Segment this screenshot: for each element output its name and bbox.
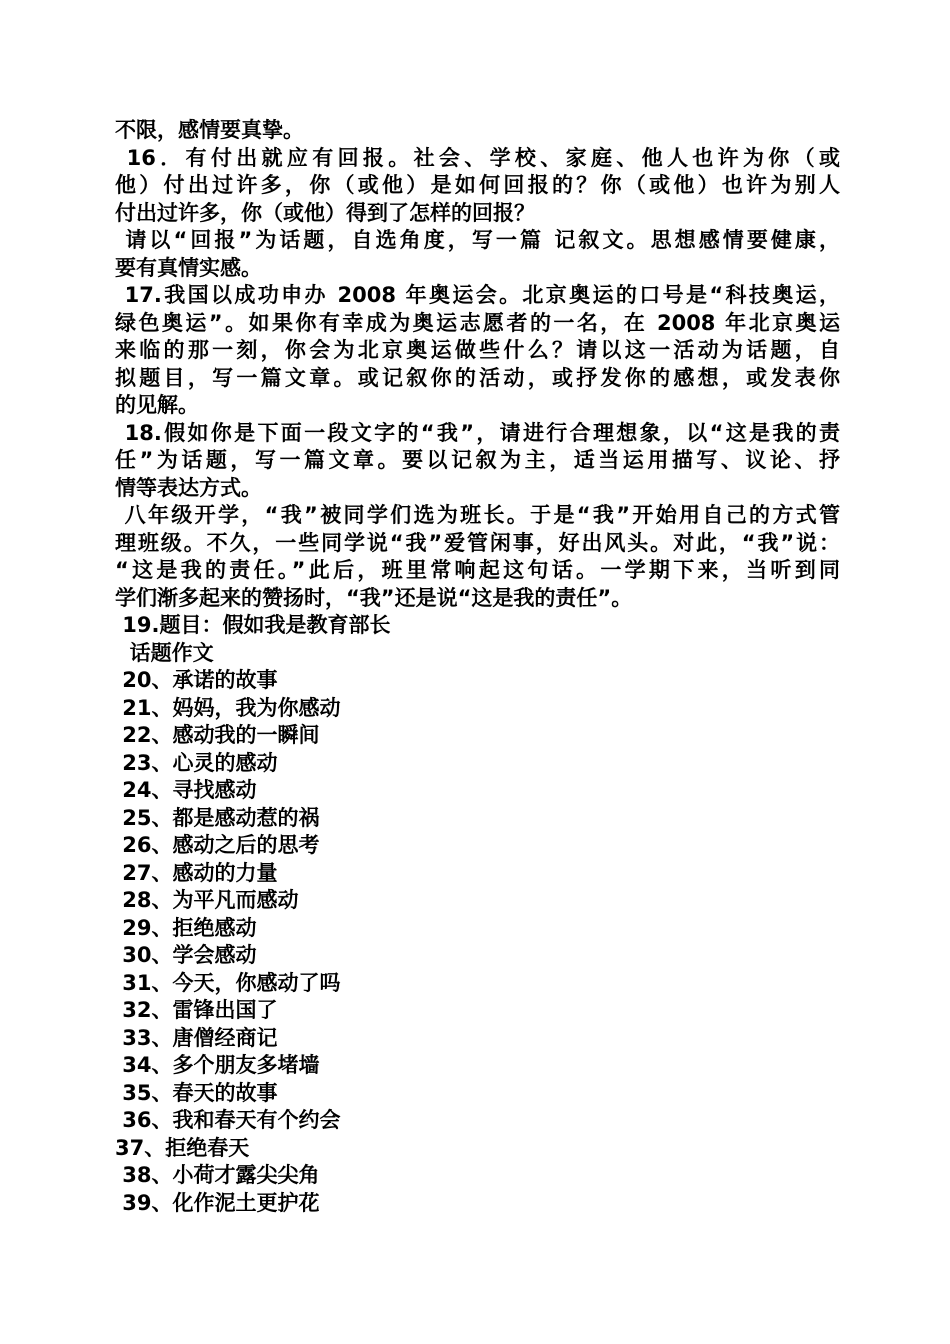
text-line: 绿色奥运”。如果你有幸成为奥运志愿者的一名，在 2008 年北京奥运 xyxy=(115,310,840,335)
text-line: 拟题目，写一篇文章。或记叙你的活动，或抒发你的感想，或发表你 xyxy=(115,365,840,390)
text-line: 16．有付出就应有回报。社会、学校、家庭、他人也许为你（或 xyxy=(115,145,840,170)
text-line: 请以“回报”为话题，自选角度，写一篇 记叙文。思想感情要健康， xyxy=(115,228,840,252)
list-item: 36、我和春天有个约会 xyxy=(115,1108,341,1132)
topic-list xyxy=(115,667,840,1217)
text-line: 17.我国以成功申办 2008 年奥运会。北京奥运的口号是“科技奥运， xyxy=(115,283,840,307)
list-item: 20、承诺的故事 xyxy=(115,668,278,692)
text-line: 理班级。不久，一些同学说“我”爱管闲事，好出风头。对此，“我”说： xyxy=(115,530,840,555)
text-line: 付出过许多，你（或他）得到了怎样的回报？ xyxy=(115,200,535,225)
text-line: 情等表达方式。 xyxy=(115,475,262,500)
list-item: 26、感动之后的思考 xyxy=(115,833,320,857)
text-line: 任”为话题，写一篇文章。要以记叙为主，适当运用描写、议论、抒 xyxy=(115,448,840,472)
section-heading: 话题作文 xyxy=(115,640,214,665)
list-item: 24、寻找感动 xyxy=(115,778,257,802)
list-item: 31、今天，你感动了吗 xyxy=(115,970,341,995)
list-item: 32、雷锋出国了 xyxy=(115,998,278,1022)
list-item: 27、感动的力量 xyxy=(115,860,278,885)
text-line: 八年级开学，“我”被同学们选为班长。于是“我”开始用自己的方式管 xyxy=(115,503,840,527)
text-line: 18.假如你是下面一段文字的“我”，请进行合理想象，以“这是我的责 xyxy=(115,420,840,445)
list-item: 29、拒绝感动 xyxy=(115,915,257,940)
list-item: 39、化作泥土更护花 xyxy=(115,1190,320,1215)
document-page xyxy=(115,117,840,1217)
list-item: 25、都是感动惹的祸 xyxy=(115,805,320,830)
text-line: 他）付出过许多，你（或他）是如何回报的？你（或他）也许为别人 xyxy=(115,173,840,197)
list-item: 33、唐僧经商记 xyxy=(115,1025,278,1050)
list-item: 35、春天的故事 xyxy=(115,1080,278,1105)
text-line: 19.题目：假如我是教育部长 xyxy=(115,613,391,637)
text-line: 不限，感情要真挚。 xyxy=(115,118,304,142)
text-line: “这是我的责任。”此后，班里常响起这句话。一学期下来，当听到同 xyxy=(115,558,840,582)
list-item: 30、学会感动 xyxy=(115,943,257,967)
list-item: 38、小荷才露尖尖角 xyxy=(115,1163,320,1187)
list-item: 21、妈妈，我为你感动 xyxy=(115,695,341,720)
text-line: 要有真情实感。 xyxy=(115,255,262,280)
list-item: 28、为平凡而感动 xyxy=(115,888,299,912)
list-item: 22、感动我的一瞬间 xyxy=(115,723,320,747)
text-line: 来临的那一刻，你会为北京奥运做些什么？请以这一活动为话题，自 xyxy=(115,338,840,362)
list-item: 34、多个朋友多堵墙 xyxy=(115,1053,320,1077)
list-item: 23、心灵的感动 xyxy=(115,750,278,775)
list-item: 37、拒绝春天 xyxy=(115,1135,250,1160)
text-line: 学们渐多起来的赞扬时，“我”还是说“这是我的责任”。 xyxy=(115,585,633,610)
text-line: 的见解。 xyxy=(115,393,199,417)
